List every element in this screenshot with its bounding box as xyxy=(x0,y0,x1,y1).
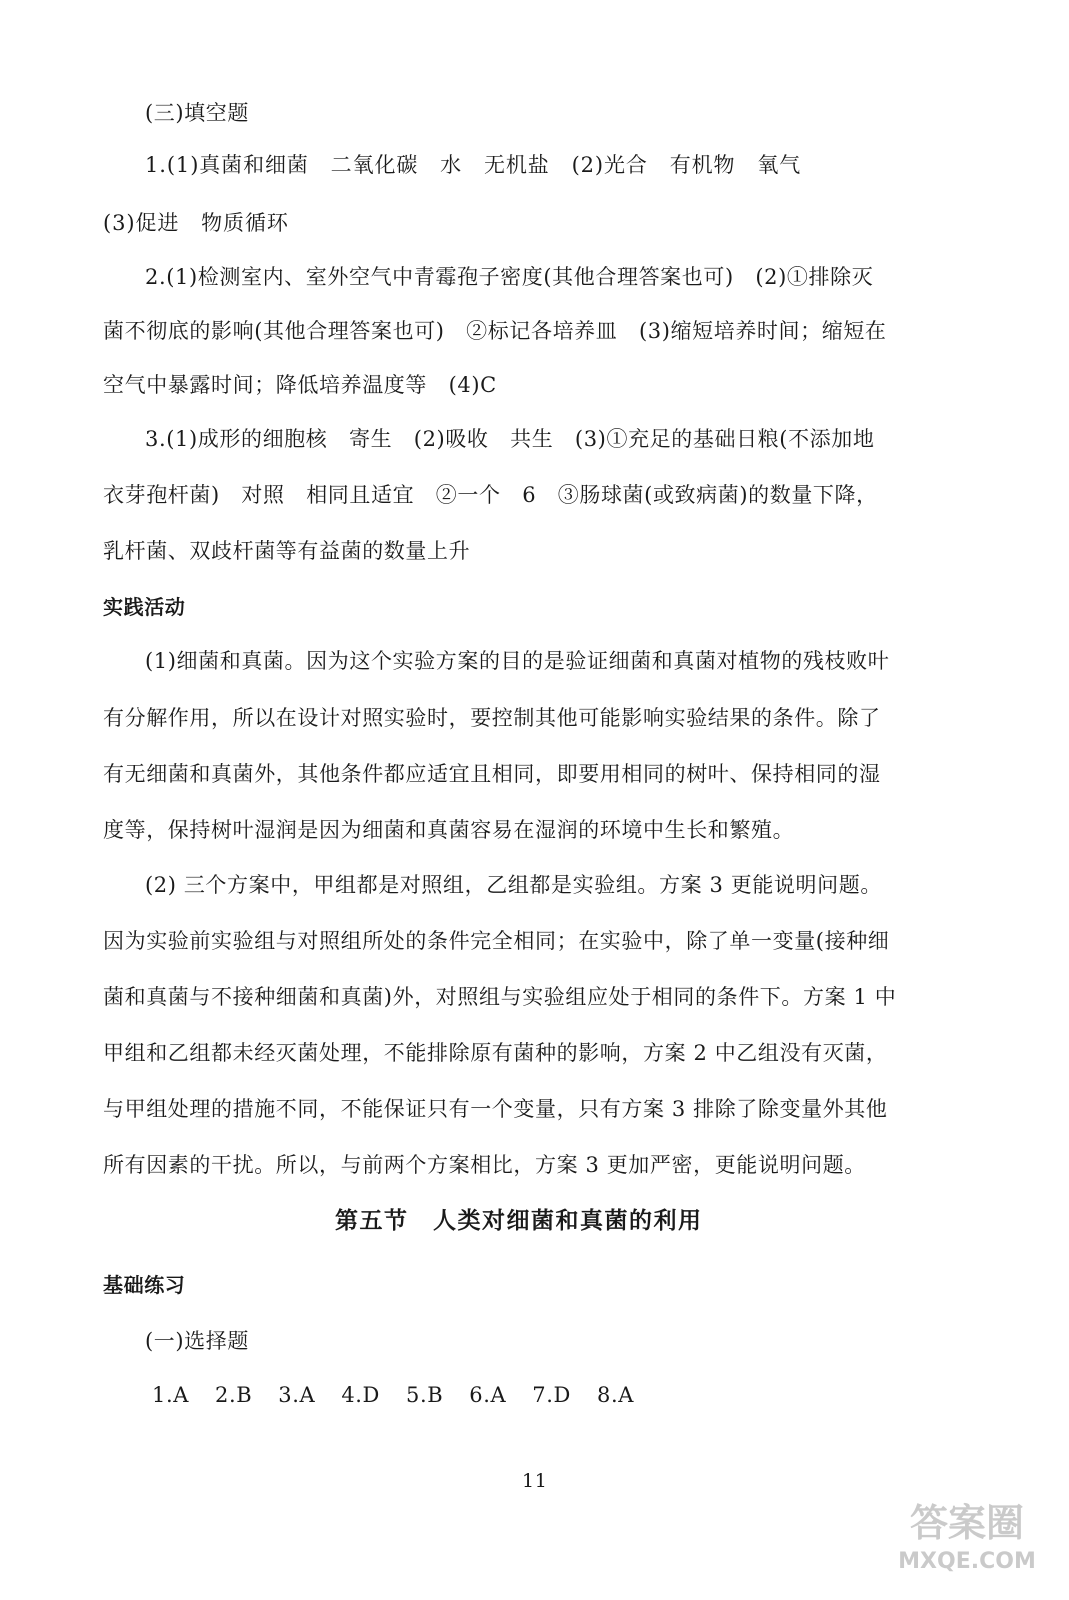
watermark-line-1: 答案圈 xyxy=(909,1501,1025,1545)
practice-p2-line-6: 所有因素的干扰。所以，与前两个方案相比，方案 3 更加严密，更能说明问题。 xyxy=(103,1153,866,1177)
practice-p1-line-4: 度等，保持树叶湿润是因为细菌和真菌容易在湿润的环境中生长和繁殖。 xyxy=(103,818,795,842)
practice-p2-line-3: 菌和真菌与不接种细菌和真菌)外，对照组与实验组应处于相同的条件下。方案 1 中 xyxy=(103,985,897,1009)
practice-p2-line-5: 与甲组处理的措施不同，不能保证只有一个变量，只有方案 3 排除了除变量外其他 xyxy=(103,1097,888,1121)
q1-line-2: (3)促进 物质循环 xyxy=(103,211,289,235)
choice-answers xyxy=(152,1380,660,1410)
answer-6: 6.A xyxy=(469,1383,507,1407)
fill-in-blank-heading: (三)填空题 xyxy=(145,101,249,125)
answer-5: 5.B xyxy=(406,1383,444,1407)
answer-3: 3.A xyxy=(278,1383,316,1407)
page-number: 11 xyxy=(522,1470,548,1492)
practice-heading: 实践活动 xyxy=(103,595,186,619)
answer-1: 1.A xyxy=(152,1383,190,1407)
answer-7: 7.D xyxy=(532,1383,571,1407)
answer-2: 2.B xyxy=(215,1383,253,1407)
practice-p1-line-2: 有分解作用，所以在设计对照实验时，要控制其他可能影响实验结果的条件。除了 xyxy=(103,706,881,730)
q2-line-1: 2.(1)检测室内、室外空气中青霉孢子密度(其他合理答案也可) (2)①排除灭 xyxy=(145,265,874,289)
choice-heading: (一)选择题 xyxy=(145,1329,249,1353)
practice-p1-line-3: 有无细菌和真菌外，其他条件都应适宜且相同，即要用相同的树叶、保持相同的湿 xyxy=(103,762,881,786)
answer-8: 8.A xyxy=(596,1383,634,1407)
q3-line-3: 乳杆菌、双歧杆菌等有益菌的数量上升 xyxy=(103,539,471,563)
q3-line-1: 3.(1)成形的细胞核 寄生 (2)吸收 共生 (3)①充足的基础日粮(不添加地 xyxy=(145,427,875,451)
answer-4: 4.D xyxy=(341,1383,380,1407)
practice-p1-line-1: (1)细菌和真菌。因为这个实验方案的目的是验证细菌和真菌对植物的残枝败叶 xyxy=(145,649,890,673)
practice-p2-line-1: (2) 三个方案中，甲组都是对照组，乙组都是实验组。方案 3 更能说明问题。 xyxy=(145,873,882,897)
q2-line-2: 菌不彻底的影响(其他合理答案也可) ②标记各培养皿 (3)缩短培养时间；缩短在 xyxy=(103,319,887,343)
basic-practice-heading: 基础练习 xyxy=(103,1273,186,1297)
watermark-line-2: MXQE.COM xyxy=(898,1549,1036,1574)
section-title: 第五节 人类对细菌和真菌的利用 xyxy=(335,1208,703,1234)
q2-line-3: 空气中暴露时间；降低培养温度等 (4)C xyxy=(103,373,497,397)
q1-line-1: 1.(1)真菌和细菌 二氧化碳 水 无机盐 (2)光合 有机物 氧气 xyxy=(145,153,802,177)
watermark-logo-icon xyxy=(877,1488,1057,1578)
practice-p2-line-4: 甲组和乙组都未经灭菌处理，不能排除原有菌种的影响，方案 2 中乙组没有灭菌， xyxy=(103,1041,888,1065)
q3-line-2: 衣芽孢杆菌) 对照 相同且适宜 ②一个 6 ③肠球菌(或致病菌)的数量下降， xyxy=(103,483,878,507)
practice-p2-line-2: 因为实验前实验组与对照组所处的条件完全相同；在实验中，除了单一变量(接种细 xyxy=(103,929,890,953)
